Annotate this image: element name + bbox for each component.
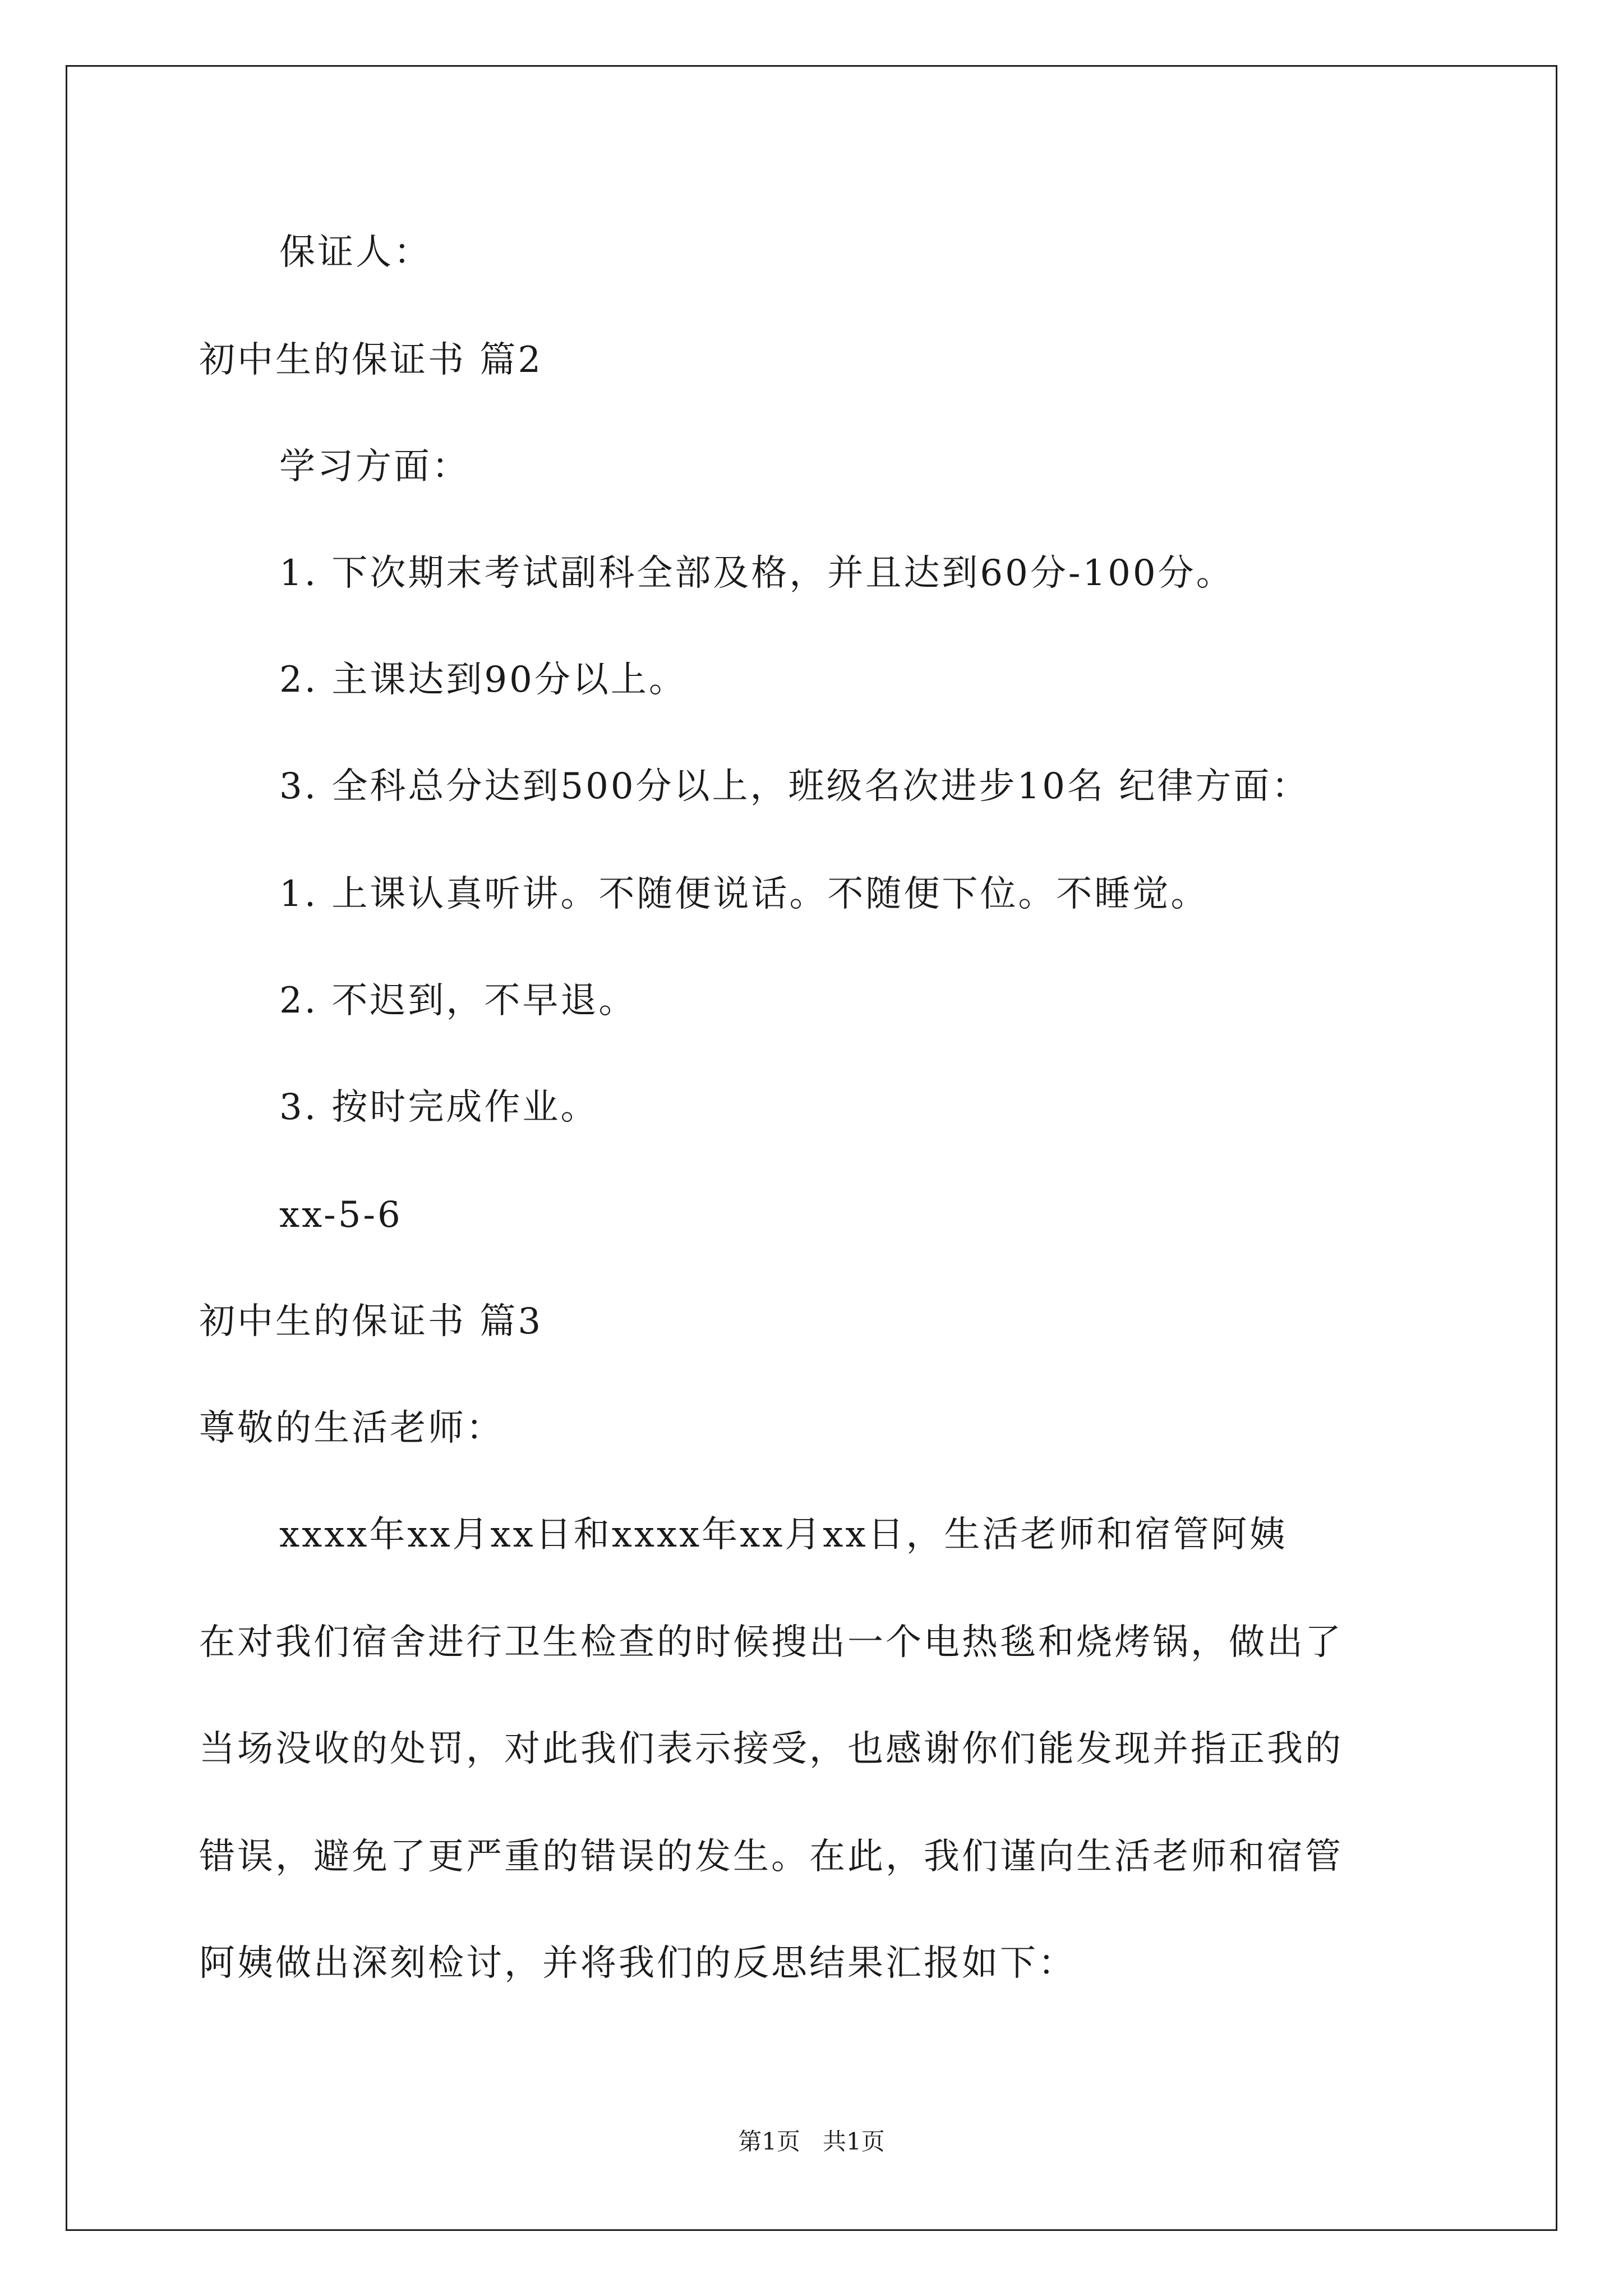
salutation: 尊敬的生活老师： [199,1407,504,1449]
paragraph-line-1: xxxx年xx月xx日和xxxx年xx月xx日，生活老师和宿管阿姨 [279,1514,1288,1556]
paragraph-line-2: 在对我们宿舍进行卫生检查的时候搜出一个电热毯和烧烤锅，做出了 [199,1622,1343,1663]
page-footer: 第1页 共1页 [738,2128,885,2155]
study-heading: 学习方面： [279,446,470,487]
paragraph-line-5: 阿姨做出深刻检讨，并将我们的反思结果汇报如下： [199,1943,1076,1984]
paragraph-line-4: 错误，避免了更严重的错误的发生。在此，我们谨向生活老师和宿管 [199,1836,1343,1878]
study-item-1: 1. 下次期末考试副科全部及格，并且达到60分-100分。 [279,553,1234,594]
discipline-item-2: 2. 不迟到，不早退。 [279,980,637,1022]
discipline-item-3: 3. 按时完成作业。 [279,1087,599,1128]
paragraph-line-3: 当场没收的处罚，对此我们表示接受，也感谢你们能发现并指正我的 [199,1728,1343,1770]
section-heading-2: 初中生的保证书 篇2 [199,339,543,381]
section-heading-3: 初中生的保证书 篇3 [199,1301,543,1342]
page-frame [66,65,1557,2231]
signatory-line: 保证人： [279,232,432,273]
study-item-3: 3. 全科总分达到500分以上，班级名次进步10名 纪律方面： [279,766,1310,807]
discipline-item-1: 1. 上课认真听讲。不随便说话。不随便下位。不睡觉。 [279,873,1209,915]
study-item-2: 2. 主课达到90分以上。 [279,659,687,701]
date-line: xx-5-6 [279,1194,403,1236]
